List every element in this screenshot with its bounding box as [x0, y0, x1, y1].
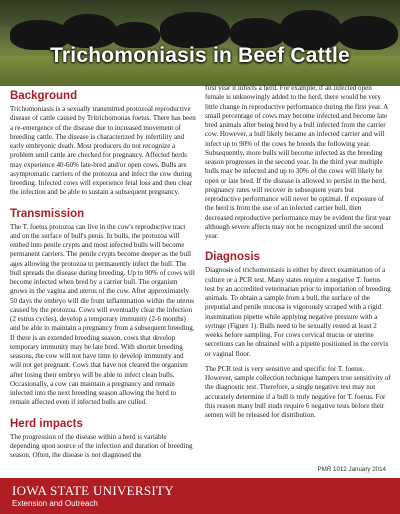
- extension-label: Extension and Outreach: [12, 499, 98, 508]
- transmission-heading: Transmission: [10, 207, 85, 220]
- background-heading: Background: [10, 90, 78, 102]
- transmission-text: The T. foetus protozoa can live in the cow's reproductive tract and on the surface of bull's penis. In bulls, the protozoa will embed into penile crypts and most infected bulls will become permanent carriers. The penile crypts become deeper as the bull ages allowing the protozoa to permanently infect the bull. The bull spreads the disease during breeding. Up to 90% of cows will become infected when bred by a carrier bull. The organism grows in the vagina and uterus of the cow. After approximately 50 days the embryo will die from inflammation within the uterus caused by the protozoa. Cows will eventually clear the infection (2 estrus cycles), develop a temporary immunity (2-6 months) and be able to maintain a pregnancy from a subsequent breeding. If there is an extended breeding season, cows that develop temporary immunity may be late bred. With shorter breeding seasons, the cow will not have time to develop immunity and will not get pregnant. Cows that have not cleared the organism after losing their embryo will be able to infect clean bulls. Occasionally, a cow can maintain a pregnancy and remain infected into the next breeding season allowing the herd to remain affected even if infected bulls are culled.: [10, 222, 195, 407]
- diagnosis-heading: Diagnosis: [205, 251, 260, 264]
- publication-number: PMR 1012 January 2014: [317, 466, 386, 473]
- background-text: Trichomoniasis is a sexually transmitted protozoal reproductive disease of cattle caused by Tritrichomonas foetus. There has been a re-emergence of the disease due to increased movement of breeding cattle. The disease is characterized by infertility and early embryonic death. Most producers do not recognize a problem until cattle are checked for pregnancy. Affected herds may experience 40-60% late-bred and/or open cows. Bulls are asymptomatic carriers of the protozoa and infect the cow during breeding. Infected cows will experience fetal loss and then clear the infection and be able to sustain a subsequent pregnancy.: [10, 105, 196, 197]
- cattle-silhouette: [160, 12, 230, 48]
- herd-impacts-text-left: The progression of the disease within a herd is variable depending upon source of the infection and duration of breeding season. Often, the disease is not diagnosed the: [10, 432, 193, 459]
- banner-photo: [0, 0, 400, 86]
- left-column: [10, 90, 196, 466]
- diagnosis-text-2: The PCR test is very sensitive and specific for T. foetus. However, sample collection technique hampers true sensitivity of the diagnostic test. Therefore, a single negative test may not accurately determine if a bull is truly negative for T. foetus. For this reason many bull studs require 6 negative tests before their semen will be released for distribution.: [205, 364, 391, 419]
- cattle-silhouette: [62, 14, 117, 48]
- herd-impacts-text-right: first year it infects a herd. For example, if an infected open female is unknowingly added to the herd, there would be very little change in reproductive performance during the first year. A small percentage of cows may become infected and become late bred animals after being bred by a bull infected from the carrier cow. However, a bull likely became an infected carrier and will infect up to 90% of the cows he breeds the following year. Subsequently, more bulls will become infected as the breeding season progresses in the second year. In the third year multiple bulls may be infected and up to 30% of the cows will likely be open or late bred. If the disease is allowed to persist in the herd, pregnancy rates will recover in subsequent years but reproductive performance will never be optimal. If exposure of the herd is from the use of an infected carrier bull, then decreased reproductive performance may be evident the first year although severe affects may not be recognized until the second year.: [205, 84, 391, 240]
- right-column: [205, 84, 391, 426]
- diagnosis-text-1: Diagnosis of trichomoniasis is either by direct examination of a culture or a PCR test. Many states require a negative T. foetus test by an accredited veterinarian prior to importation of breeding animals. To obtain a sample from a bull, the surface of the preputial and penile mucosa is vigorously scraped with a rigid insemination pipette while applying negative pressure with a syringe (Figure 1). Bulls need to be sexually rested at least 2 weeks before sampling. For cows cervical mucus or uterine secretions can be obtained with a pipette positioned in the cervix or vaginal floor.: [205, 266, 391, 358]
- university-logo-text: IOWA STATE UNIVERSITY: [12, 483, 174, 498]
- page-title: Trichomoniasis in Beef Cattle: [50, 44, 350, 67]
- herd-impacts-heading: Herd impacts: [10, 417, 83, 430]
- footer-bar: [0, 478, 400, 514]
